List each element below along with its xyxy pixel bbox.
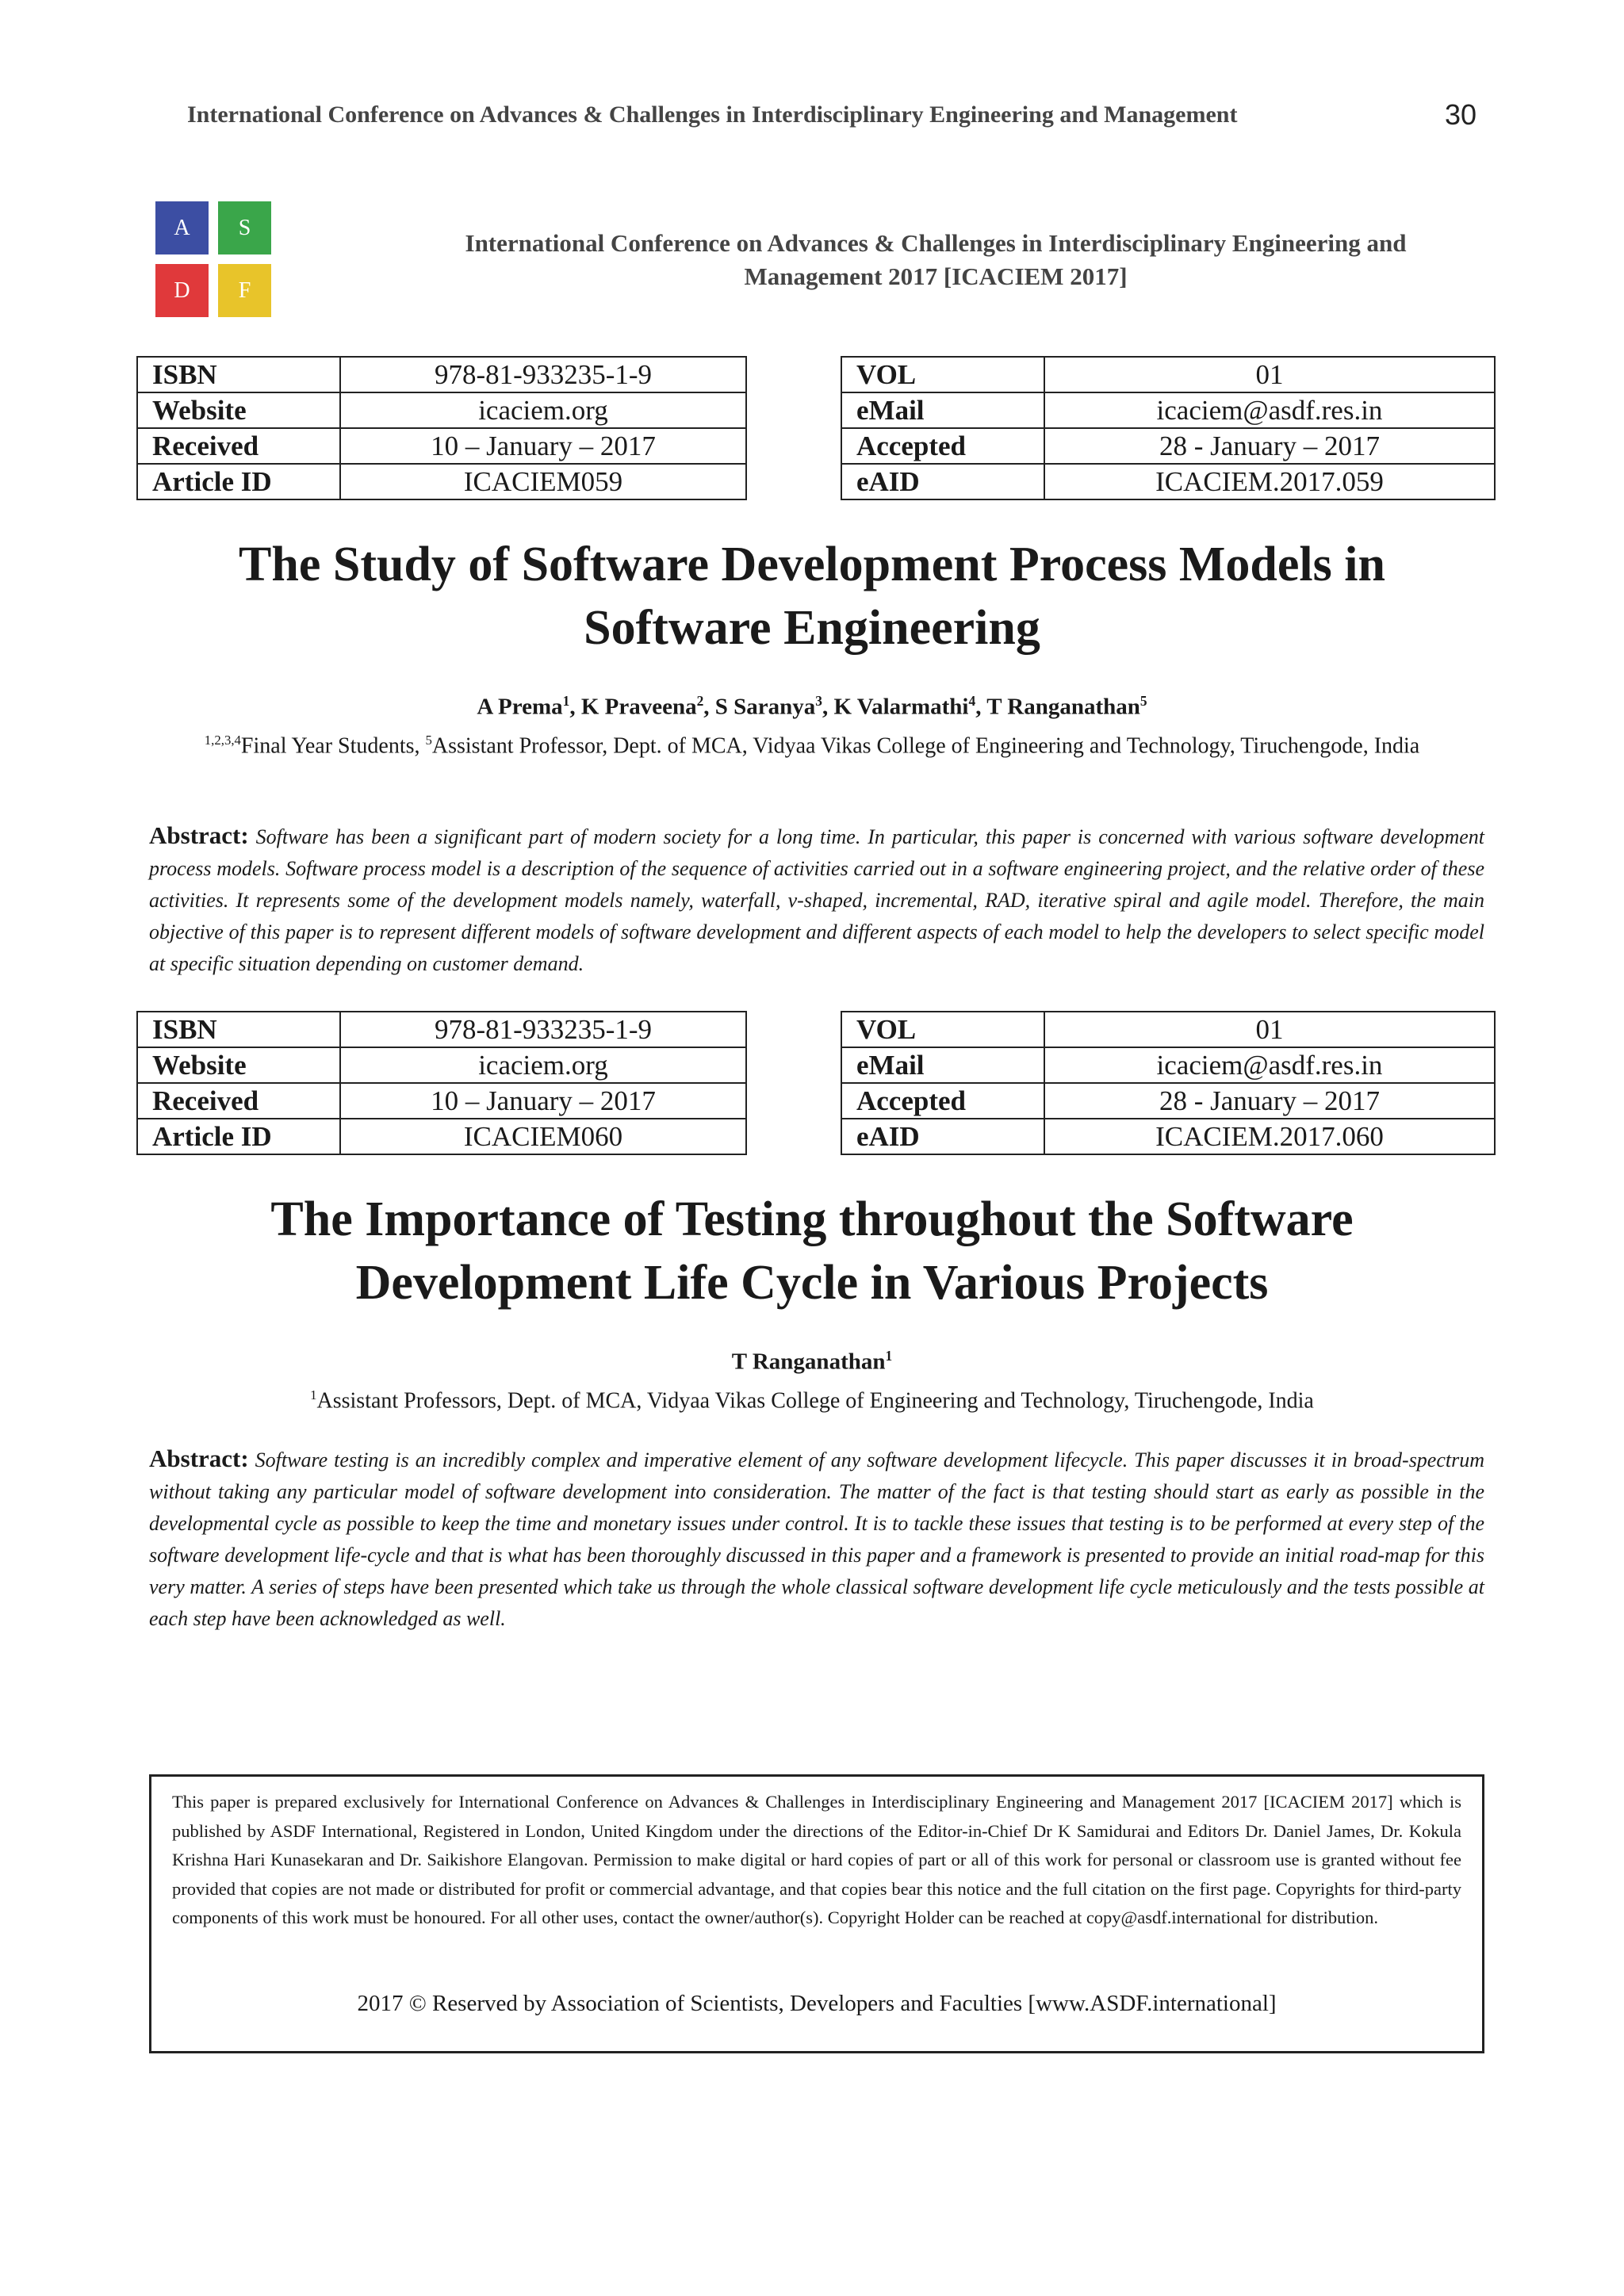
conference-title-line2: Management 2017 [ICACIEM 2017]: [744, 262, 1128, 290]
author-name: S Saranya: [714, 694, 816, 720]
abstract-text: Software testing is an incredibly complex and imperative element of any software development lifecycle. This paper discusses it in broad-spectrum without taking any particular model of software development into consideration. The matter of the fact is that testing should start as early as possible in the developmental cycle as possible to keep the time and monetary issues under control. It is to tackle these issues that testing is to be performed at every step of the software development life-cycle and that is what has been thoroughly discussed in this paper and a framework is presented to provide an initial road-map for this very matter. A series of steps have been presented which take us through the whole classical software development life cycle meticulously and the tests possible at each step have been acknowledged as well.: [149, 1448, 1485, 1630]
author-sup: 3: [815, 693, 822, 709]
paper1-meta-left: [136, 356, 747, 500]
table-row: [841, 1119, 1495, 1154]
asdf-logo: [155, 201, 271, 317]
table-row: [841, 428, 1495, 464]
author-name: A Prema: [477, 694, 563, 720]
table-row: [137, 1012, 746, 1047]
author-sup: 5: [1139, 693, 1147, 709]
meta-value: 28 - January – 2017: [1044, 1083, 1495, 1119]
table-row: [137, 1119, 746, 1154]
paper2-title-line1: The Importance of Testing throughout the Software: [270, 1192, 1354, 1246]
meta-key: ISBN: [137, 357, 340, 392]
meta-key: Accepted: [841, 1083, 1044, 1119]
author-sup: 1: [562, 693, 570, 709]
affiliation-sup: 1,2,3,4: [204, 733, 241, 748]
meta-key: Received: [137, 428, 340, 464]
table-row: [841, 1047, 1495, 1083]
abstract-text: Software has been a significant part of modern society for a long time. In particular, this paper is concerned with various software development process models. Software process model is a description of the sequence of activities carried out in a software engineering project, and the relative order of these activities. It represents some of the development models namely, waterfall, v-shaped, incremental, RAD, iterative spiral and agile model. Therefore, the main objective of this paper is to represent different models of software development and different aspects of each model to help the developers to select specific model at specific situation depending on customer demand.: [149, 825, 1485, 975]
running-header: International Conference on Advances & Challenges in Interdisciplinary Engineering and Management: [187, 101, 1238, 128]
table-row: [841, 1083, 1495, 1119]
paper2-abstract: [149, 1443, 1484, 1635]
meta-value: 10 – January – 2017: [340, 1083, 746, 1119]
paper1-authors: [119, 693, 1505, 721]
meta-value: icaciem@asdf.res.in: [1044, 392, 1495, 428]
meta-key: Article ID: [137, 1119, 340, 1154]
paper2-title-line2: Development Life Cycle in Various Projects: [355, 1256, 1269, 1310]
paper1-abstract: [149, 820, 1484, 980]
meta-value: ICACIEM059: [340, 464, 746, 499]
affiliation-text: Assistant Professors, Dept. of MCA, Vidyaa Vikas College of Engineering and Technology, Tiruchengode, India: [316, 1388, 1314, 1414]
meta-key: Article ID: [137, 464, 340, 499]
page-number: 30: [1445, 98, 1477, 131]
paper2-title: [95, 1188, 1529, 1314]
table-row: [137, 392, 746, 428]
author-sep: ,: [569, 694, 581, 720]
table-row: [841, 464, 1495, 499]
table-row: [137, 428, 746, 464]
meta-value: 01: [1044, 1012, 1495, 1047]
meta-value: ICACIEM060: [340, 1119, 746, 1154]
paper1-title-line1: The Study of Software Development Process Models in: [238, 538, 1385, 591]
table-row: [841, 392, 1495, 428]
meta-value: icaciem.org: [340, 392, 746, 428]
author-name: K Valarmathi: [833, 694, 969, 720]
author-name: T Ranganathan: [986, 694, 1140, 720]
paper1-title-line2: Software Engineering: [584, 601, 1040, 655]
author-sup: 1: [885, 1348, 893, 1364]
table-row: [137, 1047, 746, 1083]
author-sep: ,: [822, 694, 834, 720]
meta-key: Received: [137, 1083, 340, 1119]
copyright-notice-text: This paper is prepared exclusively for International Conference on Advances & Challenges in Interdisciplinary Engineering and Management 2017 [ICACIEM 2017] which is published by ASDF International, Registered in London, United Kingdom under the directions of the Editor-in-Chief Dr K Samidurai and Editors Dr. Daniel James, Dr. Kokula Krishna Hari Kunasekaran and Dr. Saikishore Elangovan. Permission to make digital or hard copies of part or all of this work for personal or classroom use is granted without fee provided that copies are not made or distributed for profit or commercial advantage, and that copies bear this notice and the full citation on the first page. Copyrights for third-party components of this work must be honoured. For all other uses, contact the owner/author(s). Copyright Holder can be reached at copy@asdf.international for distribution.: [172, 1792, 1461, 1927]
author-name: K Praveena: [580, 694, 697, 720]
copyright-line: 2017 © Reserved by Association of Scientists, Developers and Faculties [www.ASDF.international]: [357, 1991, 1277, 2016]
author-sep: ,: [703, 694, 715, 720]
meta-key: VOL: [841, 1012, 1044, 1047]
table-row: [137, 357, 746, 392]
meta-value: 978-81-933235-1-9: [340, 357, 746, 392]
meta-value: 28 - January – 2017: [1044, 428, 1495, 464]
paper2-affiliation: [119, 1380, 1505, 1417]
author-sup: 4: [968, 693, 976, 709]
author-sup: 2: [696, 693, 704, 709]
paper2-meta-right: [841, 1011, 1496, 1155]
meta-value: 01: [1044, 357, 1495, 392]
logo-cell-f: F: [218, 264, 271, 317]
logo-cell-d: D: [155, 264, 209, 317]
paper2-authors: [119, 1348, 1505, 1376]
affiliation-text: Final Year Students,: [240, 733, 426, 759]
copyright-notice-box: [149, 1774, 1484, 2053]
affiliation-sup: 5: [425, 733, 432, 748]
meta-key: eMail: [841, 1047, 1044, 1083]
meta-key: Accepted: [841, 428, 1044, 464]
meta-key: Website: [137, 1047, 340, 1083]
affiliation-text: Assistant Professor, Dept. of MCA, Vidyaa Vikas College of Engineering and Technology, Tiruchengode, India: [431, 733, 1420, 759]
abstract-label: Abstract:: [149, 821, 249, 849]
conference-title: [381, 227, 1491, 293]
paper2-meta-left: [136, 1011, 747, 1155]
meta-value: ICACIEM.2017.059: [1044, 464, 1495, 499]
meta-value: icaciem@asdf.res.in: [1044, 1047, 1495, 1083]
author-sep: ,: [975, 694, 987, 720]
logo-cell-a: A: [155, 201, 209, 254]
meta-value: 10 – January – 2017: [340, 428, 746, 464]
paper1-title: [95, 533, 1529, 660]
meta-key: ISBN: [137, 1012, 340, 1047]
meta-key: eMail: [841, 392, 1044, 428]
table-row: [137, 464, 746, 499]
table-row: [841, 357, 1495, 392]
paper1-affiliation: [119, 725, 1505, 762]
logo-cell-s: S: [218, 201, 271, 254]
meta-key: eAID: [841, 464, 1044, 499]
table-row: [137, 1083, 746, 1119]
meta-key: VOL: [841, 357, 1044, 392]
paper1-meta-right: [841, 356, 1496, 500]
author-name: T Ranganathan: [731, 1349, 886, 1375]
meta-key: eAID: [841, 1119, 1044, 1154]
meta-value: ICACIEM.2017.060: [1044, 1119, 1495, 1154]
meta-value: 978-81-933235-1-9: [340, 1012, 746, 1047]
affiliation-sup: 1: [310, 1387, 317, 1402]
meta-value: icaciem.org: [340, 1047, 746, 1083]
abstract-label: Abstract:: [149, 1445, 249, 1472]
table-row: [841, 1012, 1495, 1047]
conference-title-line1: International Conference on Advances & Challenges in Interdisciplinary Engineering and: [465, 229, 1407, 257]
meta-key: Website: [137, 392, 340, 428]
